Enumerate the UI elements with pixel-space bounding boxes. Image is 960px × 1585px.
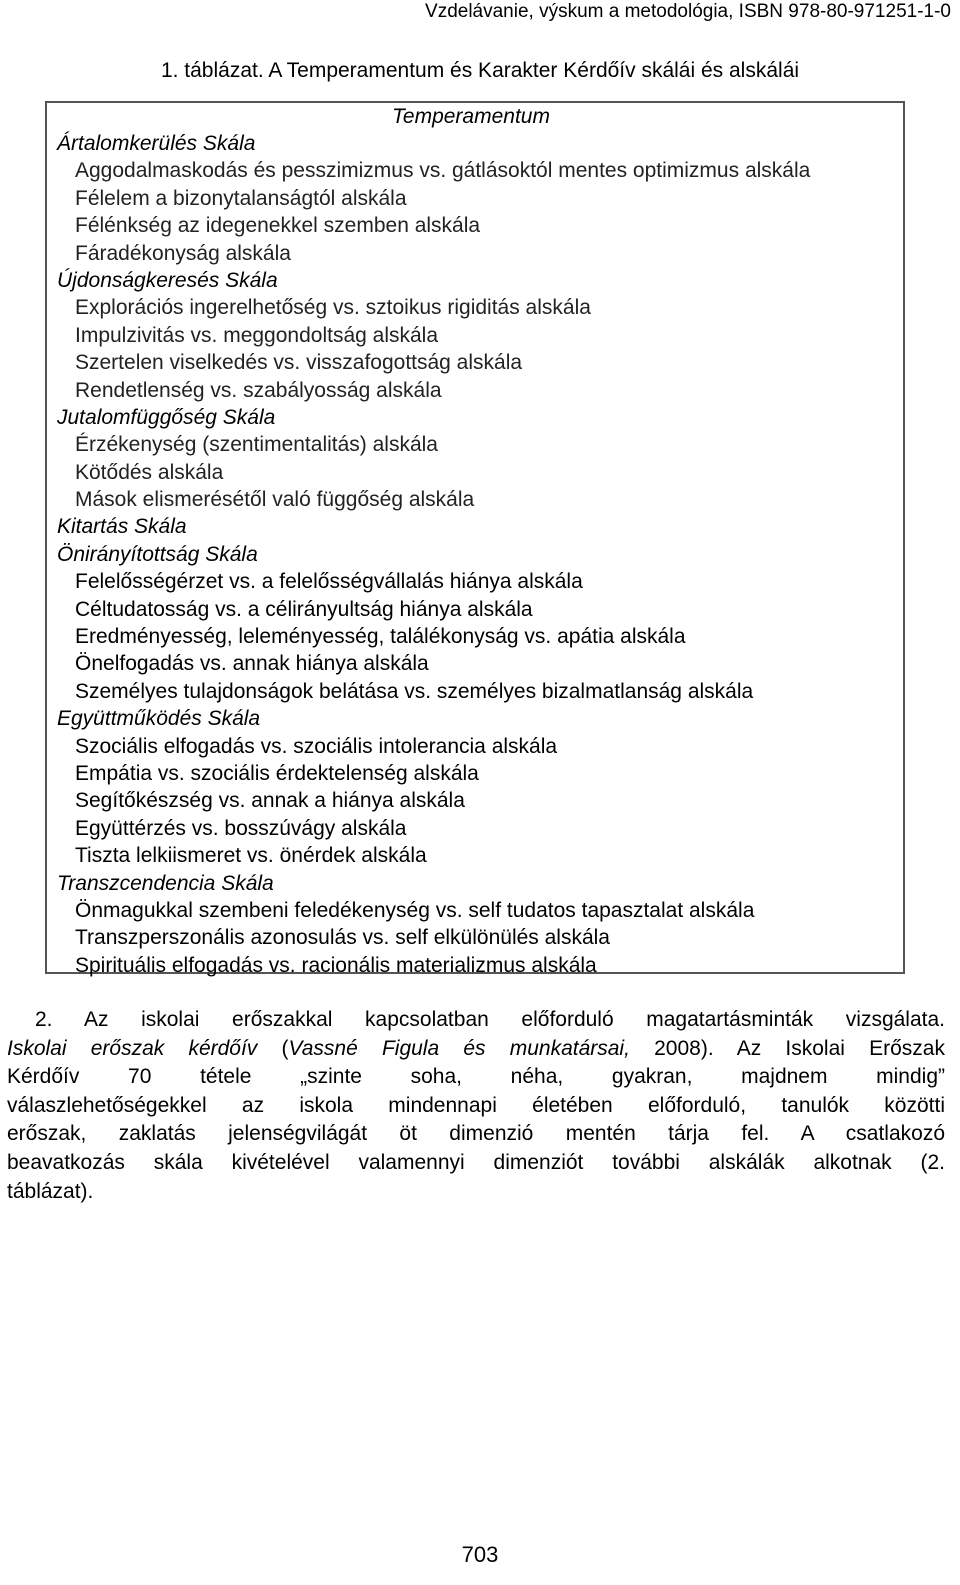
- table-row: Rendetlenség vs. szabályosság alskála: [75, 378, 442, 402]
- table-row: Segítőkészség vs. annak a hiánya alskála: [75, 789, 465, 813]
- table-row: Személyes tulajdonságok belátása vs. személyes bizalmatlanság alskála: [75, 679, 754, 703]
- paragraph-line: táblázat).: [7, 1179, 94, 1203]
- citation-authors: Vassné Figula és munkatársai,: [288, 1036, 630, 1060]
- table-row: Önirányítottság Skála: [57, 542, 258, 566]
- table-row: Újdonságkeresés Skála: [57, 268, 278, 292]
- table-caption: 1. táblázat. A Temperamentum és Karakter Kérdőív skálái és alskálái: [160, 59, 800, 82]
- table-row: Explorációs ingerelhetőség vs. sztoikus rigiditás alskála: [75, 296, 591, 320]
- table-heading: Temperamentum: [392, 105, 550, 128]
- table-row: Önmagukkal szembeni feledékenység vs. self tudatos tapasztalat alskála: [75, 898, 755, 922]
- paragraph-line: 2. Az iskolai erőszakkal kapcsolatban előforduló magatartásminták vizsgálata.: [35, 1008, 945, 1031]
- table-row: Félénkség az idegenekkel szemben alskála: [75, 214, 481, 238]
- table-row: Transzperszonális azonosulás vs. self elkülönülés alskála: [75, 926, 610, 950]
- table-row: Transzcendencia Skála: [57, 871, 274, 895]
- paragraph-line: erőszak, zaklatás jelenségvilágát öt dimenzió mentén tárja fel. A csatlakozó: [7, 1122, 945, 1146]
- table-row: Jutalomfüggőség Skála: [57, 405, 276, 429]
- paragraph-line: válaszlehetőségekkel az iskola mindennapi életében előforduló, tanulók közötti: [7, 1093, 945, 1117]
- table-row: Ártalomkerülés Skála: [57, 132, 256, 155]
- table-rows: [45, 130, 905, 979]
- table-row: Eredményesség, leleményesség, találékonyság vs. apátia alskála: [75, 625, 686, 649]
- table-row: Impulzivitás vs. meggondoltság alskála: [75, 323, 439, 347]
- citation-rest: 2008). Az Iskolai Erőszak: [629, 1036, 945, 1060]
- body-paragraph: [7, 1006, 945, 1206]
- table-row: Kitartás Skála: [57, 515, 187, 539]
- table-row: Aggodalmaskodás és pesszimizmus vs. gátlásoktól mentes optimizmus alskála: [75, 159, 811, 183]
- page-number: 703: [461, 1542, 499, 1567]
- table-row: Szociális elfogadás vs. szociális intolerancia alskála: [75, 734, 558, 758]
- table-row: Szertelen viselkedés vs. visszafogottság alskála: [75, 351, 523, 375]
- paragraph-line: Kérdőív 70 tétele „szinte soha, néha, gyakran, majdnem mindig”: [7, 1065, 945, 1089]
- table-row: Együttműködés Skála: [57, 707, 261, 731]
- table-row: Félelem a bizonytalanságtól alskála: [75, 186, 407, 210]
- table-row: Empátia vs. szociális érdektelenség alskála: [75, 761, 479, 785]
- table-row: Tiszta lelkiismeret vs. önérdek alskála: [75, 844, 427, 868]
- questionnaire-title: Iskolai erőszak kérdőív: [7, 1036, 258, 1060]
- table-row: Céltudatosság vs. a célirányultság hiánya alskála: [75, 597, 533, 621]
- paren-open: (: [257, 1036, 289, 1060]
- table-row: Kötődés alskála: [75, 460, 224, 484]
- table-row: Mások elismerésétől való függőség alskála: [75, 488, 475, 512]
- table-row: Érzékenység (szentimentalitás) alskála: [75, 433, 438, 457]
- table-row: Önelfogadás vs. annak hiánya alskála: [75, 652, 429, 676]
- running-header: Vzdelávanie, výskum a metodológia, ISBN 978-80-971251-1-0: [425, 1, 951, 22]
- paragraph-line: [7, 1035, 945, 1064]
- paragraph-line: beavatkozás skála kivételével valamennyi dimenziót további alskálák alkotnak (2.: [7, 1150, 945, 1174]
- table-row: Spirituális elfogadás vs. racionális materializmus alskála: [75, 953, 597, 977]
- table-row: Felelősségérzet vs. a felelősségvállalás hiánya alskála: [75, 570, 583, 594]
- table-row: Együttérzés vs. bosszúvágy alskála: [75, 816, 407, 840]
- table-row: Fáradékonyság alskála: [75, 241, 291, 265]
